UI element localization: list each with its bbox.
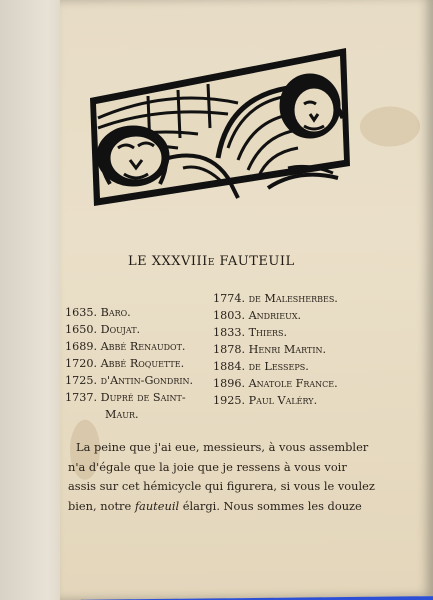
list-item xyxy=(213,307,383,324)
year: 1774. xyxy=(213,292,246,305)
member-name: Doujat. xyxy=(100,323,141,336)
list-item xyxy=(65,321,210,338)
paragraph-line xyxy=(68,497,378,517)
list-item xyxy=(65,389,210,406)
members-list-right xyxy=(213,290,383,409)
paper-stain xyxy=(360,106,420,147)
members-list-left xyxy=(65,304,210,423)
year: 1884. xyxy=(213,360,246,373)
year: 1725. xyxy=(65,374,98,387)
member-name: de Malesherbes. xyxy=(248,292,338,305)
body-paragraph xyxy=(68,438,378,516)
list-item-continuation xyxy=(65,406,210,423)
year: 1720. xyxy=(65,357,98,370)
member-name: Henri Martin. xyxy=(248,343,327,356)
list-item xyxy=(65,338,210,355)
year: 1803. xyxy=(213,309,246,322)
member-name: Paul Valéry. xyxy=(248,394,318,407)
member-name: Maur. xyxy=(105,408,139,421)
member-name: Anatole France. xyxy=(248,377,338,390)
member-name: Andrieux. xyxy=(248,309,302,322)
list-item xyxy=(213,290,383,307)
member-name: d'Antin-Gondrin. xyxy=(100,374,194,387)
year: 1689. xyxy=(65,340,98,353)
list-item xyxy=(213,392,383,409)
paragraph-line: La peine que j'ai eue, messieurs, à vous assembler xyxy=(76,440,369,454)
year: 1925. xyxy=(213,394,246,407)
year: 1896. xyxy=(213,377,246,390)
year: 1833. xyxy=(213,326,246,339)
list-item xyxy=(213,375,383,392)
list-item xyxy=(65,372,210,389)
list-item xyxy=(65,304,210,321)
woodcut-lion-illustration xyxy=(88,48,350,208)
year: 1737. xyxy=(65,391,98,404)
year: 1650. xyxy=(65,323,98,336)
member-name: de Lesseps. xyxy=(248,360,309,373)
year: 1878. xyxy=(213,343,246,356)
list-item xyxy=(65,355,210,372)
list-item xyxy=(213,358,383,375)
list-item xyxy=(213,324,383,341)
year: 1635. xyxy=(65,306,98,319)
member-name: Baro. xyxy=(100,306,131,319)
chapter-heading: LE XXXVIIIe FAUTEUIL xyxy=(128,254,295,269)
member-name: Thiers. xyxy=(248,326,288,339)
member-name: Abbé Renaudot. xyxy=(100,340,186,353)
list-item xyxy=(213,341,383,358)
text-run: élargi. Nous sommes les douze xyxy=(179,498,362,513)
paragraph-line: assis sur cet hémicycle qui figurera, si vous le voulez xyxy=(68,479,375,493)
italic-word: fauteuil xyxy=(134,498,180,513)
member-name: Abbé Roquette. xyxy=(100,357,185,370)
text-run: bien, notre xyxy=(68,498,135,513)
paragraph-line: n'a d'égale que la joie que je ressens à vous voir xyxy=(68,459,347,474)
member-name: Dupré de Saint- xyxy=(100,391,186,404)
